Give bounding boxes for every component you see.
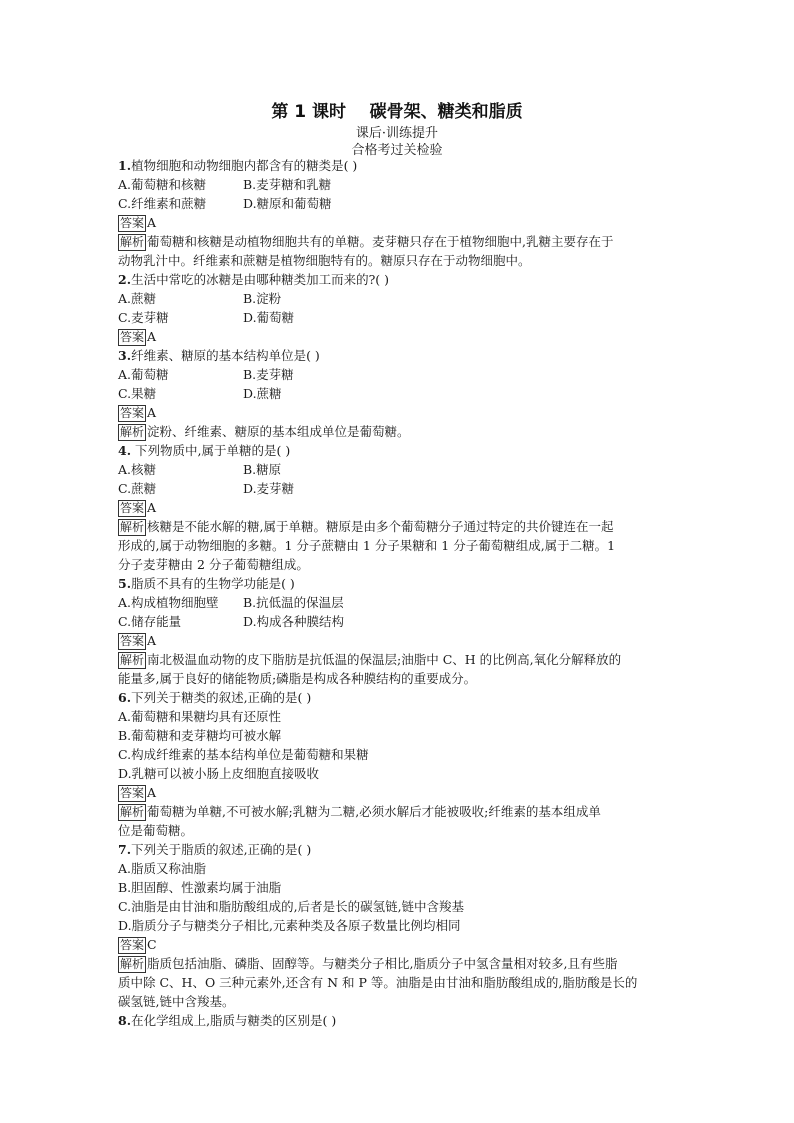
option-row [118,289,678,308]
option-b: B.糖原 [243,462,282,477]
analysis-tag: 解析 [120,520,145,534]
question-stem [118,1011,678,1030]
option-b: B.抗低温的保温层 [243,595,344,610]
answer-line [118,403,678,422]
answer-value: A [147,215,157,230]
analysis-line [118,650,678,669]
option-row [118,612,678,631]
option-d: D.葡萄糖 [243,310,295,325]
option-row [118,384,678,403]
question-stem [118,346,678,365]
option-c: C.麦芽糖 [118,310,169,325]
answer-tag: 答案 [120,216,145,230]
analysis-line: 位是葡萄糖。 [118,823,194,838]
question-number: 6. [118,690,132,705]
question-number: 1. [118,158,132,173]
option-row [118,479,678,498]
question-text: 下列关于糖类的叙述,正确的是( ) [131,690,312,705]
answer-line [118,213,678,232]
question-number: 7. [118,842,132,857]
analysis-tag: 解析 [120,957,145,971]
question-text: 植物细胞和动物细胞内都含有的糖类是( ) [131,158,358,173]
option-d: D.脂质分子与糖类分子相比,元素种类及各原子数量比例均相同 [118,918,461,933]
option-d: D.麦芽糖 [243,481,295,496]
analysis-text: 核糖是不能水解的糖,属于单糖。糖原是由多个葡萄糖分子通过特定的共价键连在一起 [147,519,614,534]
option-b: B.麦芽糖 [243,367,294,382]
option-b: B.淀粉 [243,291,282,306]
analysis-tag: 解析 [120,653,145,667]
option-a: A.葡萄糖 [118,367,169,382]
question-text: 纤维素、糖原的基本结构单位是( ) [131,348,320,363]
analysis-line: 形成的,属于动物细胞的多糖。1 分子蔗糖由 1 分子果糖和 1 分子葡萄糖组成,属于二糖。1 [118,538,616,553]
answer-line [118,935,678,954]
analysis-line [118,954,678,973]
analysis-line: 能量多,属于良好的储能物质;磷脂是构成各种膜结构的重要成分。 [118,671,477,686]
answer-tag: 答案 [120,330,145,344]
option-c: C.储存能量 [118,614,182,629]
option-c: C.油脂是由甘油和脂肪酸组成的,后者是长的碳氢链,链中含羧基 [118,899,465,914]
page-title: 第 1 课时 碳骨架、糖类和脂质 [271,102,523,122]
option-row [118,308,678,327]
answer-tag: 答案 [120,938,145,952]
option-row [118,593,678,612]
option-a: A.蔗糖 [118,291,157,306]
option-c: C.蔗糖 [118,481,157,496]
question-stem [118,688,678,707]
option-a: A.核糖 [118,462,157,477]
question-text: 脂质不具有的生物学功能是( ) [131,576,295,591]
answer-tag: 答案 [120,501,145,515]
option-c: C.纤维素和蔗糖 [118,196,207,211]
analysis-tag: 解析 [120,425,145,439]
option-a: A.脂质又称油脂 [118,861,207,876]
option-d: D.蔗糖 [243,386,282,401]
question-text: 下列关于脂质的叙述,正确的是( ) [131,842,312,857]
analysis-text: 南北极温血动物的皮下脂肪是抗低温的保温层;油脂中 C、H 的比例高,氧化分解释放的 [147,652,622,667]
analysis-line: 动物乳汁中。纤维素和蔗糖是植物细胞特有的。糖原只存在于动物细胞中。 [118,253,531,268]
answer-line [118,631,678,650]
analysis-text: 葡萄糖和核糖是动植物细胞共有的单糖。麦芽糖只存在于植物细胞中,乳糖主要存在于 [147,234,614,249]
analysis-line [118,517,678,536]
question-text: 生活中常吃的冰糖是由哪种糖类加工而来的?( ) [131,272,389,287]
analysis-line [118,232,678,251]
option-d: D.糖原和葡萄糖 [243,196,332,211]
option-c: C.果糖 [118,386,157,401]
option-a: A.葡萄糖和果糖均具有还原性 [118,709,282,724]
answer-value: A [147,500,157,515]
analysis-line [118,802,678,821]
answer-tag: 答案 [120,786,145,800]
analysis-line: 质中除 C、H、O 三种元素外,还含有 N 和 P 等。油脂是由甘油和脂肪酸组成的,脂肪酸是长的 [118,975,638,990]
question-stem [118,270,678,289]
option-row [118,365,678,384]
question-stem [118,156,678,175]
section-subtitle-2: 合格考过关检验 [351,143,443,158]
option-d: D.构成各种膜结构 [243,614,345,629]
option-b: B.胆固醇、性激素均属于油脂 [118,880,282,895]
answer-value: C [147,937,157,952]
option-b: B.葡萄糖和麦芽糖均可被水解 [118,728,282,743]
question-number: 8. [118,1013,132,1028]
question-stem [118,840,678,859]
option-c: C.构成纤维素的基本结构单位是葡萄糖和果糖 [118,747,369,762]
section-subtitle: 课后·训练提升 [355,126,439,141]
option-a: A.葡萄糖和核糖 [118,177,207,192]
answer-tag: 答案 [120,634,145,648]
question-number: 5. [118,576,132,591]
option-d: D.乳糖可以被小肠上皮细胞直接吸收 [118,766,320,781]
option-row [118,194,678,213]
question-list [118,156,678,1030]
option-row [118,175,678,194]
analysis-tag: 解析 [120,805,145,819]
analysis-line: 分子麦芽糖由 2 分子葡萄糖组成。 [118,557,309,572]
analysis-line [118,422,678,441]
answer-line [118,783,678,802]
answer-line [118,327,678,346]
answer-tag: 答案 [120,406,145,420]
answer-value: A [147,633,157,648]
option-a: A.构成植物细胞壁 [118,595,219,610]
question-stem [118,574,678,593]
answer-value: A [147,329,157,344]
answer-value: A [147,405,157,420]
question-number: 3. [118,348,132,363]
answer-line [118,498,678,517]
option-b: B.麦芽糖和乳糖 [243,177,332,192]
analysis-text: 葡萄糖为单糖,不可被水解;乳糖为二糖,必须水解后才能被吸收;纤维素的基本组成单 [147,804,601,819]
question-stem [118,441,678,460]
question-text: 在化学组成上,脂质与糖类的区别是( ) [131,1013,337,1028]
question-number: 2. [118,272,132,287]
question-text: 下列物质中,属于单糖的是( ) [131,443,291,458]
answer-value: A [147,785,157,800]
analysis-text: 脂质包括油脂、磷脂、固醇等。与糖类分子相比,脂质分子中氢含量相对较多,且有些脂 [147,956,618,971]
analysis-text: 淀粉、纤维素、糖原的基本组成单位是葡萄糖。 [147,424,410,439]
question-number: 4. [118,443,132,458]
option-row [118,460,678,479]
analysis-tag: 解析 [120,235,145,249]
analysis-line: 碳氢链,链中含羧基。 [118,994,235,1009]
